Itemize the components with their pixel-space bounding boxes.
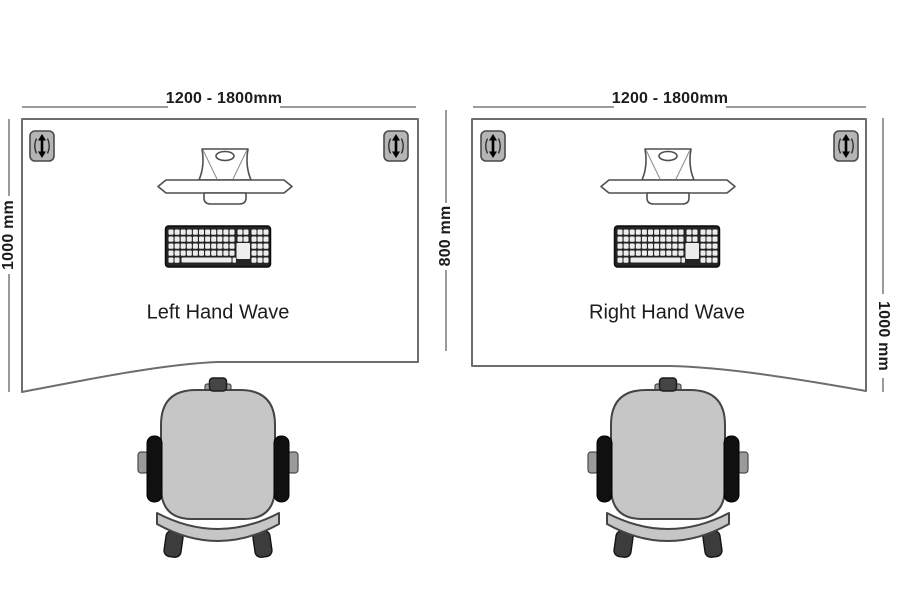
- grommet-icon: [30, 131, 54, 161]
- keyboard-icon: [166, 226, 271, 267]
- middle-depth-label: 800 mm: [437, 205, 454, 267]
- keyboard-icon: [615, 226, 720, 267]
- right-depth-label: 1000 mm: [875, 301, 892, 371]
- left-depth-label: 1000 mm: [0, 200, 17, 270]
- left-desk-width-label: 1200 - 1800mm: [165, 90, 283, 107]
- office-chair-icon: [138, 378, 298, 558]
- grommet-icon: [384, 131, 408, 161]
- right-desk-name: Right Hand Wave: [589, 301, 745, 324]
- grommet-icon: [481, 131, 505, 161]
- grommet-icon: [834, 131, 858, 161]
- right-desk-width-label: 1200 - 1800mm: [611, 90, 729, 107]
- office-chair-icon: [588, 378, 748, 558]
- left-desk-name: Left Hand Wave: [146, 301, 290, 324]
